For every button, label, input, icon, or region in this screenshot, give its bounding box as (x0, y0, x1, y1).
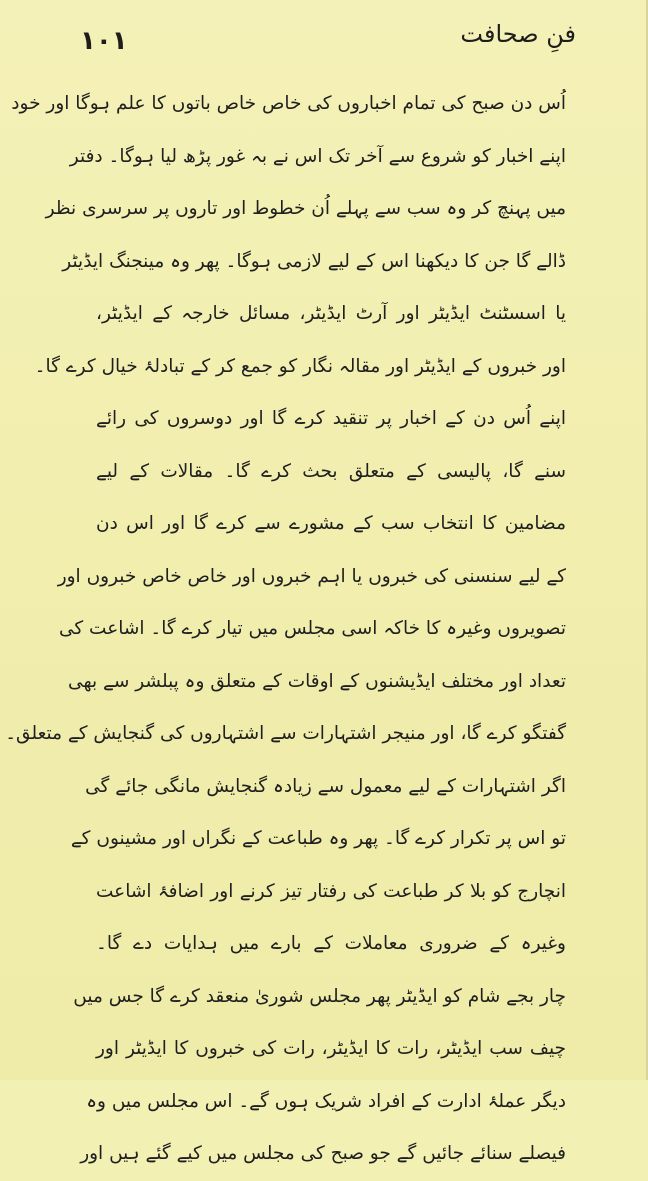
text-line: اور خبروں کے ایڈیٹر اور مقالہ نگار کو جمع کر کے تبادلۂ خیال کرے گا۔ (34, 355, 566, 377)
text-line: اپنے اخبار کو شروع سے آخر تک اس نے بہ غور پڑھ لیا ہوگا۔ دفتر (69, 145, 566, 167)
text-line: مضامین کا انتخاب سب کے مشورے سے کرے گا اور اس دن (96, 513, 566, 534)
text-line: تو اس پر تکرار کرے گا۔ پھر وہ طباعت کے نگراں اور مشینوں کے (70, 828, 566, 849)
text-line: کے لیے سنسنی کی خبروں یا اہم خبروں اور خاص خاص خبروں اور (57, 565, 566, 587)
text-line: سنے گا، پالیسی کے متعلق بحث کرے گا۔ مقالات کے لیے (96, 460, 566, 482)
text-line: یا اسسٹنٹ ایڈیٹر اور آرٹ ایڈیٹر، مسائل خارجہ کے ایڈیٹر، (96, 303, 566, 324)
text-line: فیصلے سنائے جائیں گے جو صبح کی مجلس میں کیے گئے ہیں اور (80, 1143, 566, 1164)
text-line: تعداد اور مختلف ایڈیشنوں کے اوقات کے متعلق وہ پبلشر سے بھی (68, 670, 566, 692)
text-line: وغیرہ کے ضروری معاملات کے بارے میں ہدایات دے گا۔ (96, 933, 566, 954)
text-line: گفتگو کرے گا، اور منیجر اشتہارات سے اشتہاروں کی گنجایش کے متعلق۔ (5, 723, 566, 744)
text-line: چیف سب ایڈیٹر، رات کا ایڈیٹر، رات کی خبروں کا ایڈیٹر اور (96, 1038, 566, 1059)
text-line: دیگر عملۂ ادارت کے افراد شریک ہوں گے۔ اس مجلس میں وہ (86, 1090, 566, 1112)
page-number: ۱۰۱ (80, 26, 128, 56)
text-line: انچارج کو بلا کر طباعت کی رفتار تیز کرنے اور اضافۂ اشاعت (96, 880, 566, 902)
text-line: ڈالے گا جن کا دیکھنا اس کے لیے لازمی ہوگا۔ پھر وہ مینجنگ ایڈیٹر (62, 250, 566, 272)
text-line: چار بجے شام کو ایڈیٹر پھر مجلس شوریٰ منعقد کرے گا جس میں (73, 985, 566, 1007)
text-line: اگر اشتہارات کے لیے معمول سے زیادہ گنجایش مانگی جائے گی (85, 775, 566, 797)
text-line: اپنے اُس دن کے اخبار پر تنقید کرے گا اور دوسروں کی رائے (96, 408, 566, 429)
text-line: میں پہنچ کر وہ سب سے پہلے اُن خطوط اور تاروں پر سرسری نظر (45, 198, 566, 219)
text-line: تصویروں وغیرہ کا خاکہ اسی مجلس میں تیار کرے گا۔ اشاعت کی (58, 618, 566, 639)
running-title: فنِ صحافت (460, 20, 576, 48)
text-line: اُس دن صبح کی تمام اخباروں کی خاص خاص باتوں کا علم ہوگا اور خود (11, 93, 566, 114)
body-text (5, 78, 566, 1181)
